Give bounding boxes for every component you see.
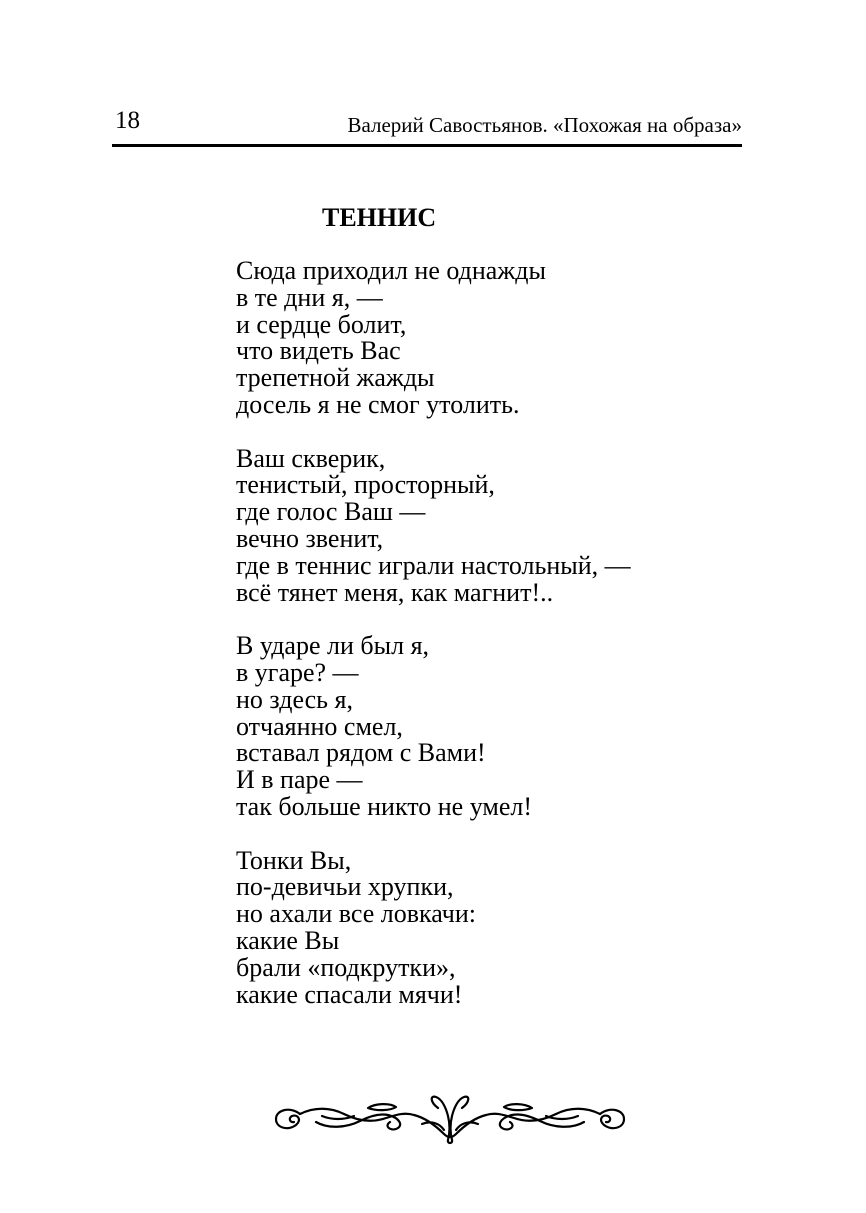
poem-line: Тонки Вы, <box>236 845 352 875</box>
poem-line: вечно звенит, <box>236 523 384 553</box>
stanza <box>236 633 756 821</box>
poem-line: какие спасали мячи! <box>236 979 463 1009</box>
poem-line: всё тянет меня, как магнит!.. <box>236 577 554 607</box>
poem-line: что видеть Вас <box>236 336 401 366</box>
flourish-divider-icon <box>272 1094 628 1146</box>
poem-line: вставал рядом с Вами! <box>236 738 486 768</box>
poem-line: отчаянно смел, <box>236 711 403 741</box>
stanza <box>236 258 756 419</box>
running-header: Валерий Савостьянов. «Похожая на образа» <box>347 113 742 137</box>
poem-line: Ваш скверик, <box>236 443 386 473</box>
poem-line: так больше никто не умел! <box>236 791 533 821</box>
poem-line: по-девичьи хрупки, <box>236 872 454 902</box>
poem-line: где в теннис играли настольный, — <box>236 550 631 580</box>
poem-line: Сюда приходил не однажды <box>236 256 546 285</box>
poem-line: где голос Ваш — <box>236 497 426 527</box>
poem-line: брали «подкрутки», <box>236 952 456 982</box>
page-number: 18 <box>115 107 140 134</box>
poem-line: тенистый, просторный, <box>236 470 495 500</box>
poem-line: в те дни я, — <box>236 282 383 312</box>
header-rule <box>112 144 742 147</box>
poem-body <box>236 258 756 1035</box>
poem-line: в угаре? — <box>236 657 359 687</box>
poem-line: какие Вы <box>236 925 340 955</box>
poem-line: и сердце болит, <box>236 309 407 339</box>
poem-line: И в паре — <box>236 765 363 795</box>
poem-line: трепетной жажды <box>236 363 435 393</box>
poem-line: но ахали все ловкачи: <box>236 899 476 929</box>
poem-line: досель я не смог утолить. <box>236 389 520 419</box>
poem-title: ТЕННИС <box>322 203 437 232</box>
stanza <box>236 443 756 607</box>
poem-line: В ударе ли был я, <box>236 631 430 661</box>
poem-line: но здесь я, <box>236 684 353 714</box>
stanza <box>236 845 756 1009</box>
